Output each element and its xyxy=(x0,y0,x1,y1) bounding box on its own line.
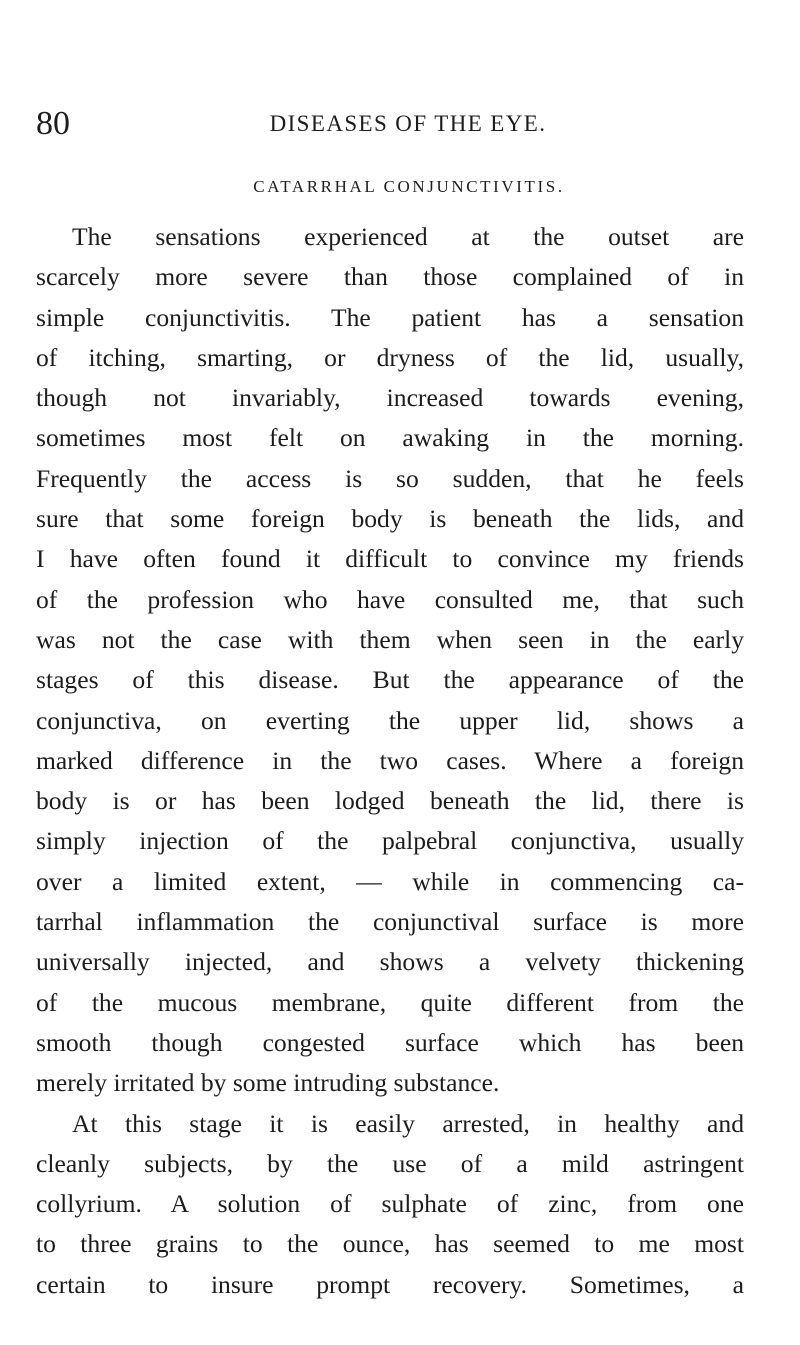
text-line: smooth though congested surface which has been xyxy=(36,1027,744,1057)
text-line: tarrhal inflammation the conjunctival surface is more xyxy=(36,907,744,937)
text-line: The sensations experienced at the outset are xyxy=(72,222,744,251)
text-line: was not the case with them when seen in the early xyxy=(36,624,744,654)
text-line: over a limited extent, — while in commencing ca- xyxy=(36,866,744,896)
text-line: Frequently the access is so sudden, that he feels xyxy=(36,463,744,493)
text-line: though not invariably, increased towards evening, xyxy=(36,383,744,413)
text-line: scarcely more severe than those complained of in xyxy=(36,262,744,292)
text-line: stages of this disease. But the appearance of the xyxy=(36,665,744,695)
text-line: simply injection of the palpebral conjunctiva, usually xyxy=(36,826,744,856)
text-line: body is or has been lodged beneath the lid, there is xyxy=(36,786,744,816)
text-line: simple conjunctivitis. The patient has a sensation xyxy=(36,302,744,332)
text-line: conjunctiva, on everting the upper lid, shows a xyxy=(36,705,744,735)
text-line: of itching, smarting, or dryness of the lid, usually, xyxy=(36,342,744,372)
text-line: merely irritated by some intruding substance. xyxy=(36,1068,500,1098)
text-line: of the mucous membrane, quite different from the xyxy=(36,987,744,1017)
page-header xyxy=(36,104,676,144)
text-line: certain to insure prompt recovery. Sometimes, a xyxy=(36,1269,744,1299)
text-line: of the profession who have consulted me, that such xyxy=(36,584,744,614)
text-line: universally injected, and shows a velvety thickening xyxy=(36,947,744,977)
text-line: marked difference in the two cases. Where a foreign xyxy=(36,745,744,775)
text-line: cleanly subjects, by the use of a mild astringent xyxy=(36,1148,744,1178)
text-line: collyrium. A solution of sulphate of zinc, from one xyxy=(36,1189,744,1219)
text-line: to three grains to the ounce, has seemed to me most xyxy=(36,1229,744,1259)
text-line: sometimes most felt on awaking in the morning. xyxy=(36,423,744,453)
running-head: DISEASES OF THE EYE. xyxy=(269,111,547,136)
body-text xyxy=(36,217,744,1305)
text-line: sure that some foreign body is beneath the lids, and xyxy=(36,504,744,534)
text-line: At this stage it is easily arrested, in healthy and xyxy=(72,1108,744,1138)
text-line: I have often found it difficult to convince my friends xyxy=(36,544,744,574)
page-number: 80 xyxy=(36,105,70,142)
section-title: CATARRHAL CONJUNCTIVITIS. xyxy=(253,177,565,196)
